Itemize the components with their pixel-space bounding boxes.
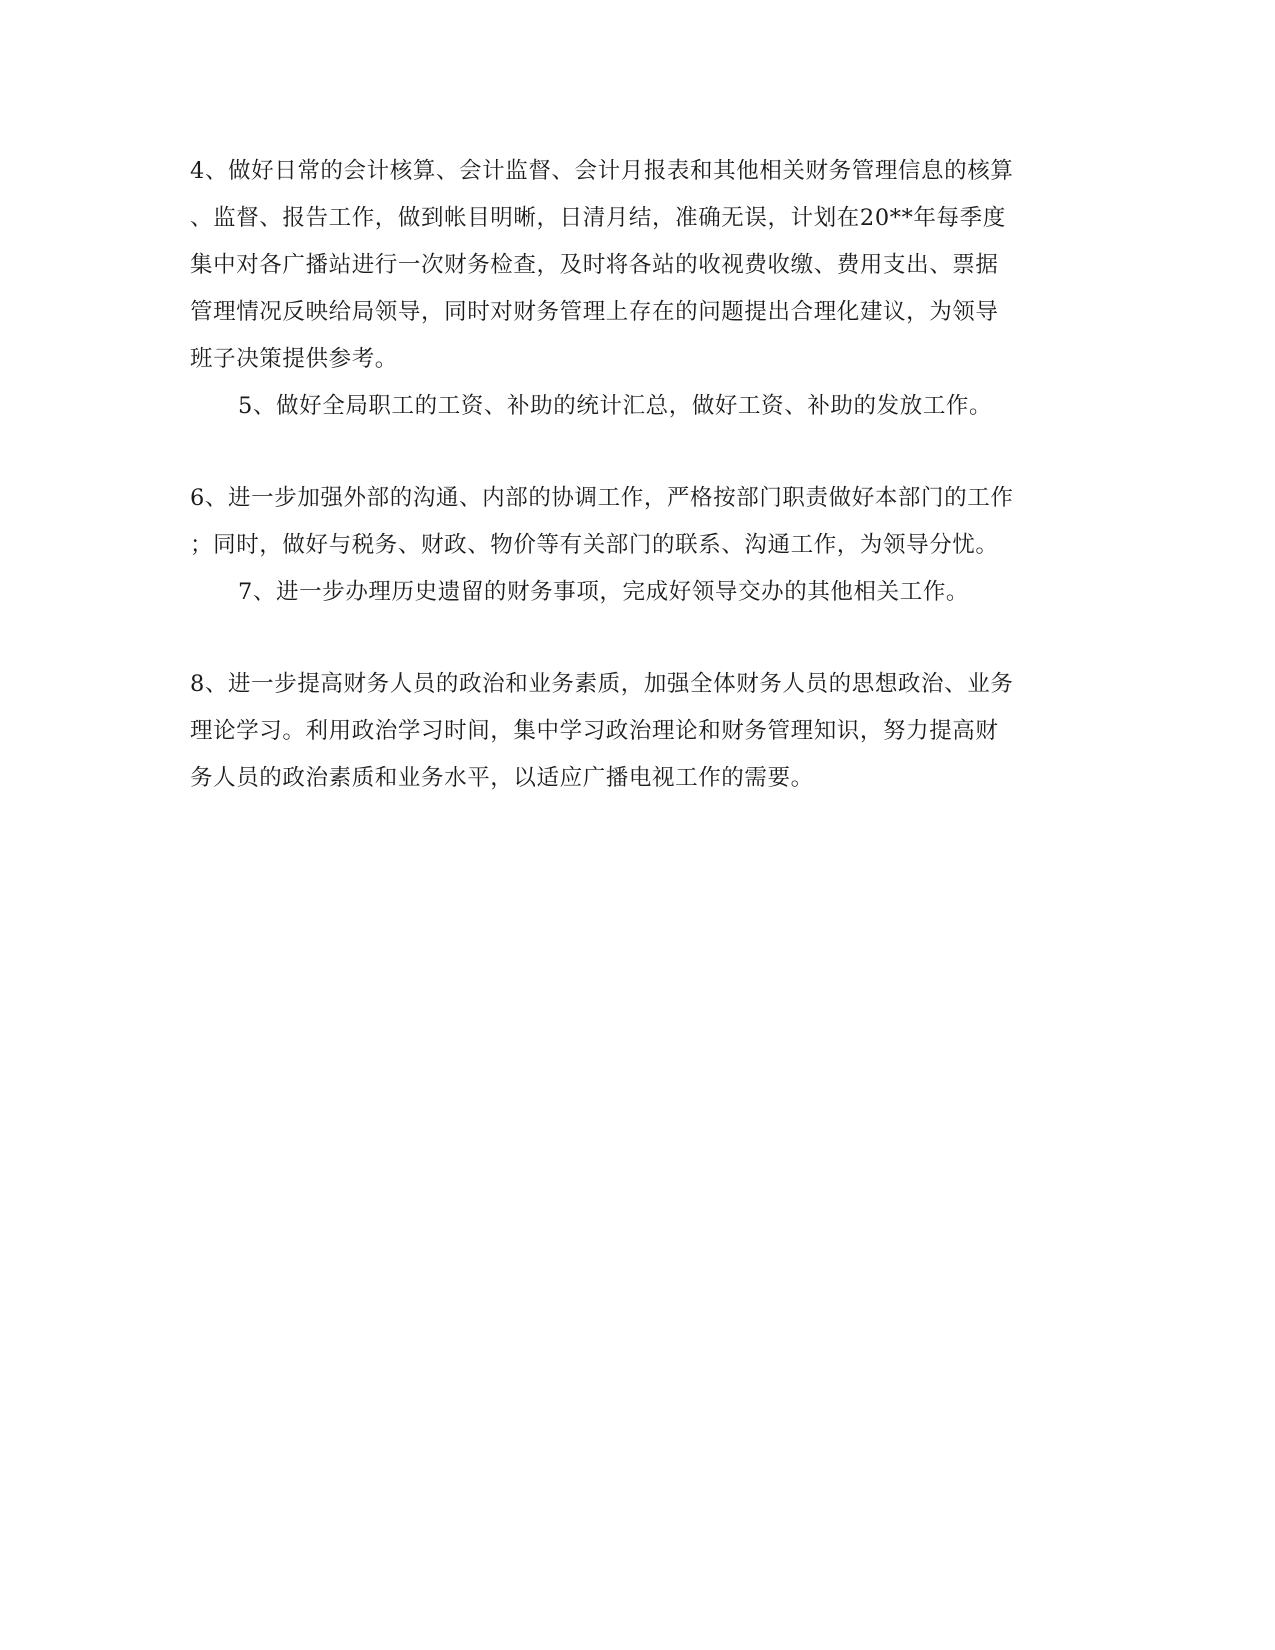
paragraph-7-line-1: 7、进一步办理历史遗留的财务事项，完成好领导交办的其他相关工作。 <box>238 579 970 605</box>
paragraph-4-line-2: 、监督、报告工作，做到帐目明晰，日清月结，准确无误，计划在20**年每季度 <box>190 205 1006 231</box>
paragraph-4-line-5: 班子决策提供参考。 <box>190 346 398 372</box>
paragraph-4-line-3: 集中对各广播站进行一次财务检查，及时将各站的收视费收缴、费用支出、票据 <box>190 252 999 278</box>
paragraph-4-line-4: 管理情况反映给局领导，同时对财务管理上存在的问题提出合理化建议，为领导 <box>190 299 999 325</box>
paragraph-8-line-2: 理论学习。利用政治学习时间，集中学习政治理论和财务管理知识，努力提高财 <box>190 718 999 744</box>
paragraph-8-line-3: 务人员的政治素质和业务水平，以适应广播电视工作的需要。 <box>190 765 814 791</box>
paragraph-6-line-1: 6、进一步加强外部的沟通、内部的协调工作，严格按部门职责做好本部门的工作 <box>190 485 1014 511</box>
paragraph-4-line-1: 4、做好日常的会计核算、会计监督、会计月报表和其他相关财务管理信息的核算 <box>190 158 1014 184</box>
paragraph-6-line-2: ；同时，做好与税务、财政、物价等有关部门的联系、沟通工作，为领导分忧。 <box>190 532 999 558</box>
paragraph-8-line-1: 8、进一步提高财务人员的政治和业务素质，加强全体财务人员的思想政治、业务 <box>190 671 1014 697</box>
paragraph-5-line-1: 5、做好全局职工的工资、补助的统计汇总，做好工资、补助的发放工作。 <box>238 393 993 419</box>
